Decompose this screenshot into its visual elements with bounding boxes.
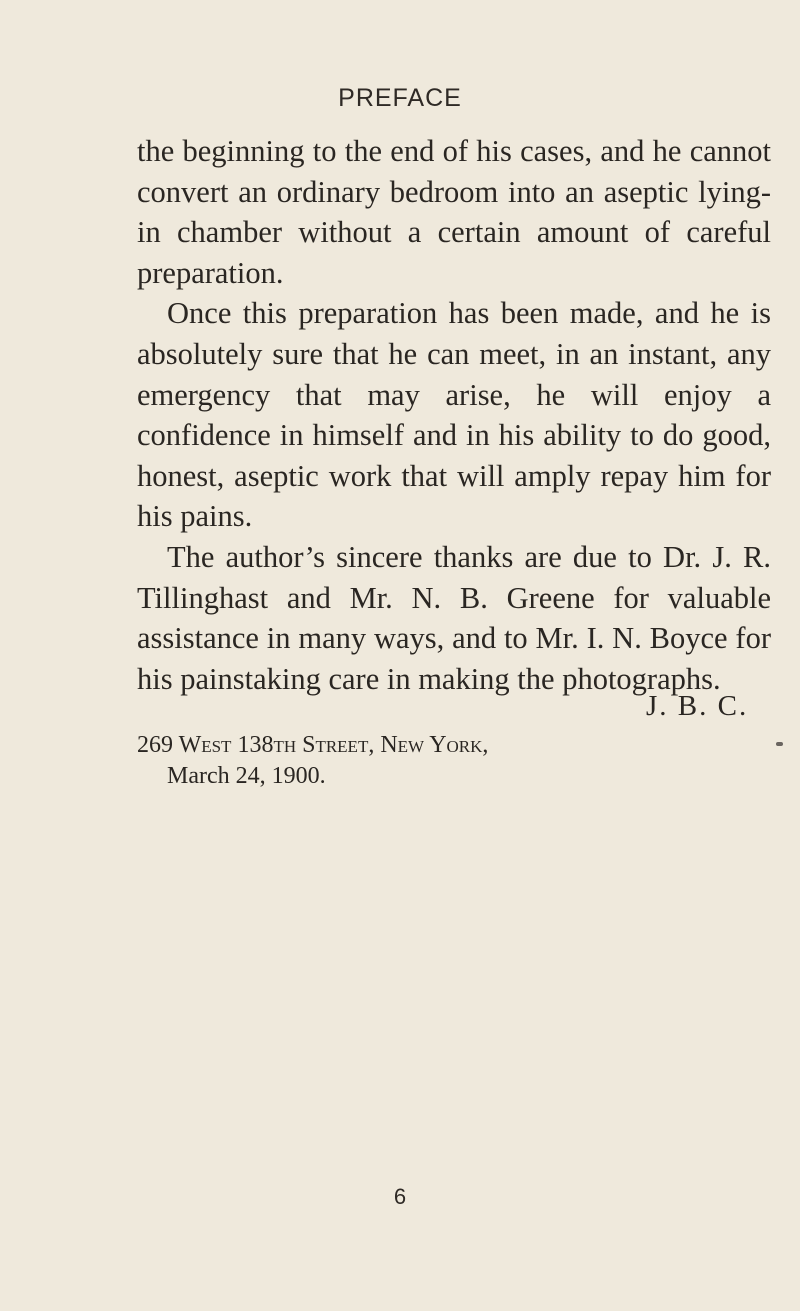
paragraph-2: Once this preparation has been made, and he is absolutely sure that he can meet, in an instant, any emergency that may arise, he will enjoy a confidence in himself and in his ability to do good, honest, aseptic work that will amply repay him for his pains. bbox=[137, 296, 771, 534]
date-line: March 24, 1900. bbox=[167, 763, 326, 789]
running-head: PREFACE bbox=[338, 84, 462, 112]
preface-body bbox=[137, 131, 771, 699]
page-number: 6 bbox=[393, 1184, 407, 1209]
author-initials: J. B. C. bbox=[646, 690, 749, 722]
paragraph-3: The author’s sincere thanks are due to Dr. J. R. Tillinghast and Mr. N. B. Greene for valuable assistance in many ways, and to Mr. I. N. Boyce for his painstaking care in making the photographs. bbox=[137, 539, 771, 696]
address-line: 269 West 138th Street, New York, bbox=[137, 732, 489, 758]
margin-mark bbox=[776, 742, 783, 746]
paragraph-1: the beginning to the end of his cases, and he cannot convert an ordinary bedroom into an aseptic lying-in chamber without a certain amount of careful preparation. bbox=[137, 134, 771, 290]
address-block bbox=[137, 730, 488, 792]
